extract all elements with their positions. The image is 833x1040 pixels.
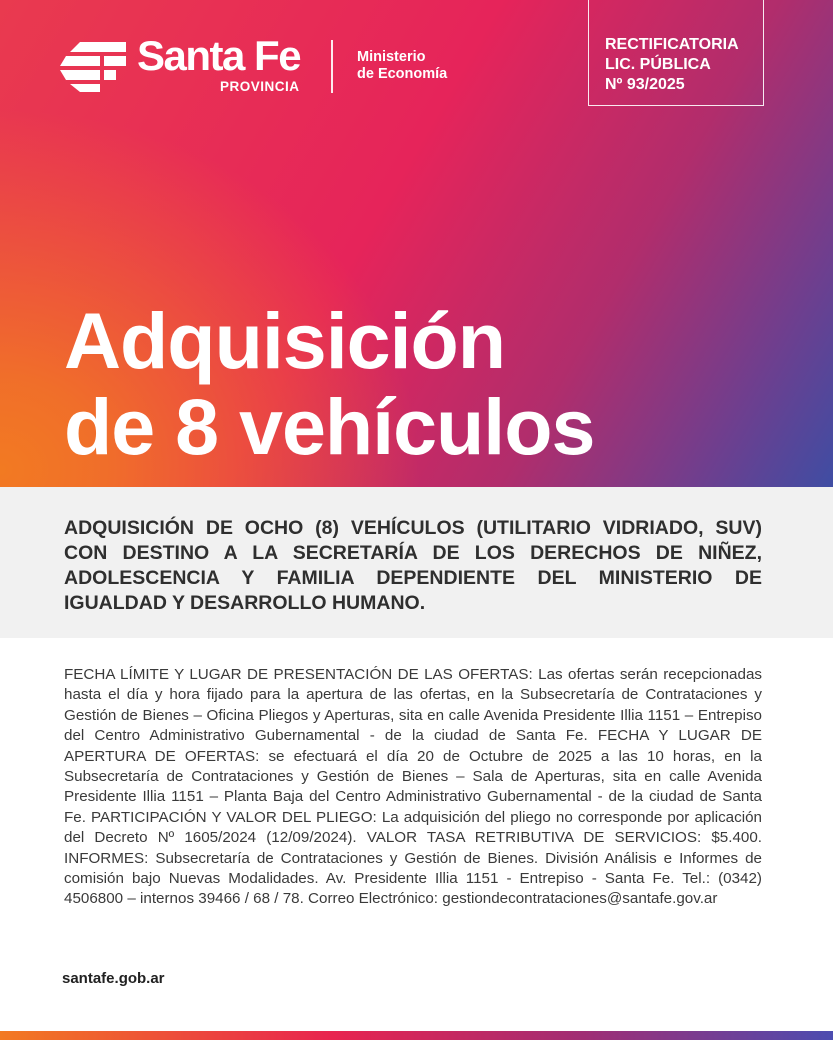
hero-title (64, 298, 594, 470)
brand-name: Santa Fe (137, 32, 301, 79)
brand-province: PROVINCIA (220, 79, 300, 94)
body-text: FECHA LÍMITE Y LUGAR DE PRESENTACIÓN DE LAS OFERTAS: Las ofertas serán recepcionadas hasta el día y hora fijado para la apertura de las ofertas, en la Subsecretaría de Contrataciones y Gestión de Bienes – Oficina Pliegos y Aperturas, sita en calle Avenida Presidente Illia 1151 – Entrepiso del Centro Administrativo Gubernamental - de la ciudad de Santa Fe. FECHA Y LUGAR DE APERTURA DE OFERTAS: se efectuará el día 20 de Octubre de 2025 a las 10 horas, en la Subsecretaría de Contrataciones y Gestión de Bienes – Sala de Aperturas, sita en calle Avenida Presidente Illia 1151 – Planta Baja del Centro Administrativo Gubernamental - de la ciudad de Santa Fe. PARTICIPACIÓN Y VALOR DEL PLIEGO: La adquisición del pliego no corresponde por aplicación del Decreto Nº 1605/2024 (12/09/2024). VALOR TASA RETRIBUTIVA DE SERVICIOS: $5.400. INFORMES: Subsecretaría de Contrataciones y Gestión de Bienes. División Análisis e Informes de comisión bajo Nuevas Modalidades. Av. Presidente Illia 1151 - Entrepiso - Santa Fe. Tel.: (0342) 4506800 – internos 39466 / 68 / 78. Correo Electrónico: gestiondecontrataciones@santafe.gov.ar (64, 666, 762, 908)
ministry-label (357, 49, 447, 83)
santa-fe-logo-icon (60, 40, 128, 92)
reference-line-1: RECTIFICATORIA (605, 36, 739, 53)
subtitle: ADQUISICIÓN DE OCHO (8) VEHÍCULOS (UTILITARIO VIDRIADO, SUV) CON DESTINO A LA SECRETARÍA DE LOS DERECHOS DE NIÑEZ, ADOLESCENCIA Y FAMILIA DEPENDIENTE DEL MINISTERIO DE IGUALDAD Y DESARROLLO HUMANO. (64, 517, 762, 614)
ministry-line-1: Ministerio (357, 49, 426, 65)
ministry-line-2: de Economía (357, 66, 448, 82)
bottom-gradient-bar (0, 1031, 833, 1040)
site-link[interactable]: santafe.gob.ar (62, 970, 165, 987)
hero-title-line-1: Adquisición (64, 296, 506, 385)
reference-line-2: LIC. PÚBLICA (605, 56, 711, 73)
hero-title-line-2: de 8 vehículos (64, 382, 595, 471)
reference-line-3: Nº 93/2025 (605, 76, 685, 93)
reference-box (588, 0, 764, 106)
hero-banner (0, 0, 833, 487)
logo-divider (331, 40, 333, 93)
subtitle-band (0, 487, 833, 638)
